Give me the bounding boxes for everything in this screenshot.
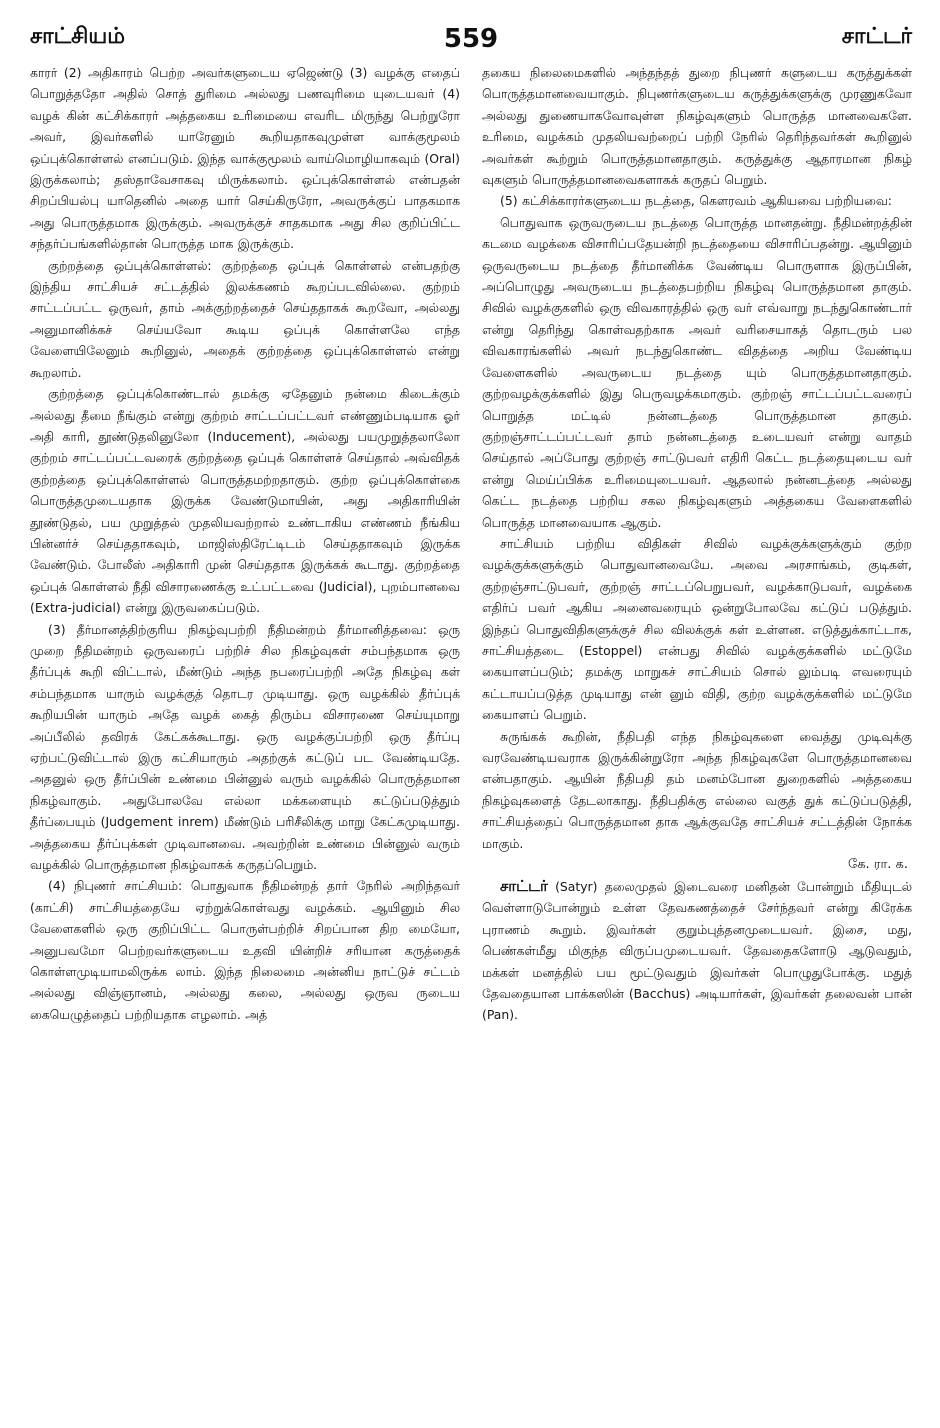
- left-column: [30, 62, 460, 1026]
- paragraph: பொதுவாக ஒருவருடைய நடத்தை பொருத்த மானதன்று. நீதிமன்றத்தின் கடமை வழக்கை விசாரிப்பதேயன்றி நடத்தையை விசாரிப்பதன்று. ஆயினும் ஒருவருடைய நடத்தை தீர்மானிக்க வேண்டிய பொருளாக இருப்பின், அப்பொழுது அவருடைய நடத்தைபற்றிய நிகழ்வு பொருத்தமான தாகும். சிவில் வழக்குகளில் ஒரு விவகாரத்தில் ஒரு வர் எவ்வாறு நடந்துகொண்டார் என்று தெரிந்து கொள்வதற்காக அவர் வரிசையாகத் தொடரும் பல விவகாரங்களில் அவர் நடந்துகொண்ட விதத்தை அறிய வேண்டிய வேளைகளில் அவருடைய நடத்தை யும் பொருத்தமானதாகும். குற்றவழக்குக்களில் இது பெருவழக்கமாகும். குற்றஞ் சாட்டப்பட்டவரைப் பொறுத்த மட்டில் நன்னடத்தை பொருத்தமான தாகும். குற்றஞ்சாட்டப்பட்டவர் தாம் நன்னடத்தை உடையவர் என்று வாதம் செய்தால் அப்போது குற்றஞ் சாட்டுபவர் எதிரி கெட்ட நடத்தையுடைய வர் என்று மெய்ப்பிக்க உரிமையுடையவர். ஆதலால் நன்னடத்தை அல்லது கெட்ட நடத்தை பற்றிய சகல நிகழ்வுகளும் அத்தகைய வேளைகளில் பொருத்த மானவையாக ஆகும்.: [482, 214, 912, 530]
- paragraph: (3) தீர்மானத்திற்குரிய நிகழ்வுபற்றி நீதிமன்றம் தீர்மானித்தவை: ஒரு முறை நீதிமன்றம் ஒருவரைப் பற்றிச் சில நிகழ்வுகள் சம்பந்தமாக ஒரு தீர்ப்புக் கூறி விட்டால், மீண்டும் அந்த நபரைப்பற்றி அதே நிகழ்வு கள் சம்பந்தமாக யாரும் வழக்குத் தொடர முடியாது. ஒரு வழக்கில் தீர்ப்புக் கூறியபின் யாரும் அதே வழக் கைத் திரும்ப விசாரணை செய்யுமாறு அப்பீலில் தவிரக் கேட்கக்கூடாது. ஒரு வழக்குப்பற்றி ஒரு தீர்ப்பு ஏற்பட்டுவிட்டால் இரு கட்சியாரும் அதற்குக் கட்டுப் பட வேண்டியதே. அதனுல் ஒரு தீர்ப்பின் உண்மை பின்னுல் வரும் வழக்கில் பொருத்தமான நிகழ்வாகும். அதுபோலவே எல்லா மக்களையும் கட்டுப்படுத்தும் தீர்ப்பையும் (Judgement inrem) மீண்டும் பரிசீலிக்கு மாறு கேட்கமுடியாது. அத்தகைய தீர்ப்புக்கள் முடிவானவை. அவற்றின் உண்மை பின்னுல் வரும் வழக்கில் பொருத்தமான நிகழ்வாகக் கருதப்பெறும்.: [30, 621, 460, 873]
- entry-paragraph: [482, 876, 912, 1026]
- page-number: 559: [443, 24, 499, 54]
- entry-text: (Satyr) தலைமுதல் இடைவரை மனிதன் போன்றும் மீதியுடல் வெள்ளாடுபோன்றும் உள்ள தேவகணத்தைச் சேர்ந்தவர் என்று கிரேக்க புராணம் கூறும். இவர்கள் குறும்புத்தனமுடையவர். இசை, மது, பெண்கள்மீது மிகுந்த விருப்பமுடையவர். தேவதைகளோடு ஆடுவதும், மக்கள் மனத்தில் பய மூட்டுவதும் இவர்கள் பொழுதுபோக்கு. மதுத் தேவதையான பாக்கஸின் (Bacchus) அடியார்கள், இவர்கள் தலைவன் பான் (Pan).: [482, 879, 912, 1023]
- running-head-left: சாட்சியம்: [30, 24, 125, 49]
- page-header: [30, 22, 912, 58]
- running-head-right: சாட்டர்: [841, 24, 912, 49]
- paragraph: தகைய நிலைமைகளில் அந்தந்தத் துறை நிபுணர் களுடைய கருத்துக்கள் பொருத்தமானவையாகும். நிபுணர்களுடைய கருத்துக்களுக்கு முரணுகவோ அல்லது துணையாகவோவுள்ள நிகழ்வுகளும் பொருத்த மானவைகளே. உரிமை, வழக்கம் முதலியவற்றைப் பற்றி நேரில் தெரிந்தவர்கள் கூறினுல் அவர்கள் கூற்றும் பொருத்தமானதாகும். கருத்துக்கு ஆதாரமான நிகழ் வுகளும் பொருத்தமானவைகளாகக் கருதப் பெறும்.: [482, 65, 912, 188]
- author-initials: கே. ரா. க.: [847, 857, 908, 873]
- paragraph: (4) நிபுணர் சாட்சியம்: பொதுவாக நீதிமன்றத் தார் நேரில் அறிந்தவர் (காட்சி) சாட்சியத்தையே ஏற்றுக்கொள்வது வழக்கம். ஆயினும் சில வேளைகளில் ஒரு குறிப்பிட்ட பொருள்பற்றிச் சிறப்பான திற மையோ, அனுபவமோ பெற்றவர்களுடைய உதவி யின்றிச் சரியான கருத்தைக் கொள்ளமுடியாமலிருக்க லாம். இந்த நிலைமை அன்னிய நாட்டுச் சட்டம் அல்லது விஞ்ஞானம், அல்லது கலை, அல்லது ஒருவ ருடைய கையெழுத்தைப் பற்றியதாக எழலாம். அத்: [30, 878, 460, 1022]
- paragraph: (5) கட்சிக்காரர்களுடைய நடத்தை, கௌரவம் ஆகியவை பற்றியவை:: [500, 193, 892, 209]
- paragraph: காரர் (2) அதிகாரம் பெற்ற அவர்களுடைய ஏஜெண்டு (3) வழக்கு எதைப் பொறுத்ததோ அதில் சொத் துரிமை அல்லது பணவுரிமை யுடையவர் (4) வழக் கின் கட்சிக்காரர் அத்தகைய உரிமையை எவரிட மிருந்து பெற்றுரோ அவர், இவர்களில் யாரேனும் கூறியதாகவுமுள்ள வாக்குமூலம் ஒப்புக்கொள்ளல் எனப்படும். இந்த வாக்குமூலம் வாய்மொழியாகவும் (Oral) இருக்கலாம்; தஸ்தாவேசாகவு மிருக்கலாம். ஒப்புக்கொள்ளல் என்பதன் சிறப்பியல்பு யாதெனில் அதை யார் செய்கிருரோ, அவருக்குப் பாதகமாக அது பொருத்தமாக இருக்கும். அவருக்குச் சாதகமாக அது சில குறிப்பிட்ட சந்தர்ப்பங்களில்தான் பொருத்த மாக இருக்கும்.: [30, 65, 460, 252]
- paragraph: குற்றத்தை ஒப்புக்கொண்டால் தமக்கு ஏதேனும் நன்மை கிடைக்கும் அல்லது தீமை நீங்கும் என்று குற்றம் சாட்டப்பட்டவர் எண்ணும்படியாக ஓர் அதி காரி, தூண்டுதலினுலோ (Inducement), அல்லது பயமுறுத்தலாலோ குற்றம் சாட்டப்பட்டவரைக் குற்றத்தை ஒப்புக் கொள்ளச் செய்தால் அவ்விதக் குற்றத்தை ஒப்புக்கொள்ளல் பொருத்தமற்றதாகும். குற்ற ஒப்புக்கொள்கை பொருத்தமுடையதாக இருக்க வேண்டுமாயின், அது அதிகாரியின் தூண்டுதல், பய முறுத்தல் முதலியவற்றால் உண்டாகிய எண்ணம் நீங்கிய பின்னர்ச் செய்ததாகவும், மாஜிஸ்திரேட்டிடம் செய்ததாகவும் இருக்க வேண்டும். போலீஸ் அதிகாரி முன் செய்ததாக இருக்கக் கூடாது. குற்றத்தை ஒப்புக் கொள்ளல் நீதி விசாரணைக்கு உட்பட்டவை (Judicial), புறம்பானவை (Extra-judicial) என்று இருவகைப்படும்.: [30, 386, 460, 616]
- paragraph: குற்றத்தை ஒப்புக்கொள்ளல்: குற்றத்தை ஒப்புக் கொள்ளல் என்பதற்கு இந்திய சாட்சியச் சட்டத்தில் இலக்கணம் கூறப்படவில்லை. குற்றம் சாட்டப்பட்ட ஒருவர், தாம் அக்குற்றத்தைச் செய்ததாகக் கூறவோ, அல்லது அனுமானிக்கச் செய்யவோ கூடிய ஒப்புக் கொள்ளலே எந்த வேளையிலேனும் கூறினுல், அதைக் குற்றத்தை ஒப்புக்கொள்ளல் என்று கூறலாம்.: [30, 257, 460, 380]
- paragraph: சுருங்கக் கூறின், நீதிபதி எந்த நிகழ்வுகளை வைத்து முடிவுக்கு வரவேண்டியவராக இருக்கின்றுரோ அந்த நிகழ்வுகளே பொருத்தமானவை என்பதாகும். ஆயின் நீதிபதி தம் மனம்போன துறைகளில் அத்தகைய நிகழ்வுகளைத் தேடலாகாது. நீதிபதிக்கு எல்லை வகுத் துக் கட்டுப்படுத்தி, சாட்சியத்தைப் பொருத்தமான தாக ஆக்குவதே சாட்சியச் சட்டத்தின் நோக்க மாகும்.: [482, 728, 912, 851]
- paragraph: சாட்சியம் பற்றிய விதிகள் சிவில் வழக்குக்களுக்கும் குற்ற வழக்குக்களுக்கும் பொதுவானவையே. அவை அரசாங்கம், குடிகள், குற்றஞ்சாட்டுபவர், குற்றஞ் சாட்டப்பெறுபவர், வழக்காடுபவர், வழக்கை எதிர்ப் பவர் ஆகிய அனைவரையும் ஒன்றுபோலவே கட்டுப் படுத்தும். இந்தப் பொதுவிதிகளுக்குச் சில விலக்குக் கள் உள்ளன. எடுத்துக்காட்டாக, சாட்சியத்தடை (Estoppel) என்பது சிவில் வழக்குக்களில் மட்டுமே கையாளப்படும்; தமக்கு மாறுகச் சாட்சியம் சொல் லும்படி எவரையும் கட்டாயப்படுத்த முடியாது என் னும் விதி, குற்ற வழக்குக்களில் மட்டுமே கையாளப் பெறும்.: [482, 535, 912, 723]
- entry-heading: சாட்டர்: [500, 877, 548, 896]
- right-column: [482, 62, 912, 1026]
- text-columns: [30, 62, 912, 1026]
